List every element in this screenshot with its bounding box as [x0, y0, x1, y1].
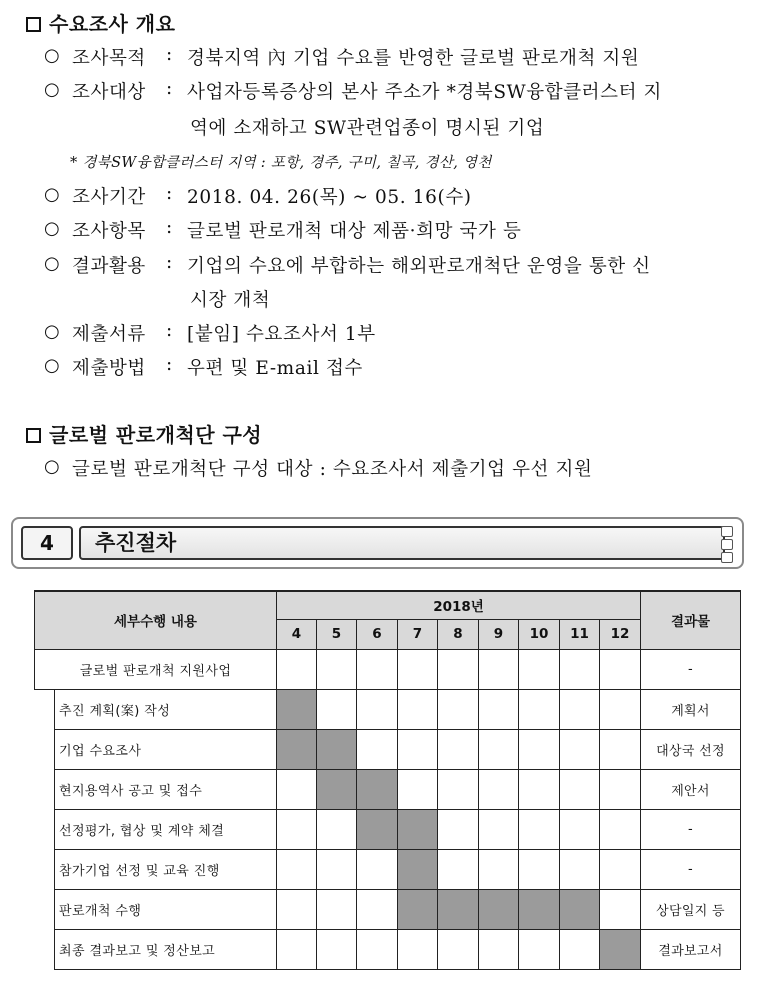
schedule-cell — [479, 729, 519, 769]
section-heading-team — [26, 419, 262, 448]
result-cell: 제안서 — [641, 769, 741, 809]
schedule-cell — [277, 809, 317, 849]
indent-cell — [35, 809, 55, 849]
task-cell: 추진 계획(案) 작성 — [55, 689, 277, 729]
item-text-continued: 시장 개척 — [190, 290, 271, 311]
section-title: 추진절차 — [79, 526, 725, 560]
item-separator: : — [166, 78, 173, 99]
schedule-cell — [600, 809, 641, 849]
schedule-cell — [317, 929, 357, 969]
indent-cell — [35, 689, 55, 729]
schedule-cell — [438, 649, 479, 689]
task-cell: 판로개척 수행 — [55, 889, 277, 929]
schedule-cell — [560, 649, 600, 689]
month-header: 8 — [438, 619, 479, 649]
item-label: 조사기간 — [72, 187, 146, 208]
schedule-cell — [600, 689, 641, 729]
table-row — [35, 809, 741, 849]
schedule-cell — [438, 809, 479, 849]
indent-cell — [35, 889, 55, 929]
schedule-bar — [479, 889, 519, 929]
checkbox-square-icon — [26, 17, 41, 32]
section-heading-survey — [26, 8, 175, 37]
bullet-icon: ○ — [44, 321, 60, 342]
item-label: 조사항목 — [72, 221, 146, 242]
item-text: 경북지역 內 기업 수요를 반영한 글로벌 판로개척 지원 — [187, 48, 640, 69]
schedule-bar — [277, 689, 317, 729]
indent-cell — [35, 729, 55, 769]
schedule-cell — [519, 729, 560, 769]
bullet-icon: ○ — [44, 45, 60, 66]
item-label: 제출방법 — [72, 358, 146, 379]
schedule-cell — [357, 649, 398, 689]
indent-cell — [35, 769, 55, 809]
schedule-cell — [277, 649, 317, 689]
bullet-icon: ○ — [44, 456, 60, 477]
schedule-bar — [600, 929, 641, 969]
task-cell: 최종 결과보고 및 정산보고 — [55, 929, 277, 969]
task-cell: 기업 수요조사 — [55, 729, 277, 769]
task-cell: 선정평가, 협상 및 계약 체결 — [55, 809, 277, 849]
schedule-bar — [277, 729, 317, 769]
item-separator: : — [166, 354, 173, 375]
schedule-cell — [277, 889, 317, 929]
schedule-cell — [398, 729, 438, 769]
schedule-cell — [277, 769, 317, 809]
schedule-table — [34, 590, 741, 970]
task-cell: 현지용역사 공고 및 접수 — [55, 769, 277, 809]
schedule-bar — [519, 889, 560, 929]
item-text: 사업자등록증상의 본사 주소가 *경북SW융합클러스터 지 — [187, 82, 663, 103]
footnote: * 경북SW융합클러스터 지역 : 포항, 경주, 구미, 칠곡, 경산, 영천 — [70, 155, 492, 171]
scroll-handle-icon — [720, 526, 734, 560]
schedule-cell — [600, 889, 641, 929]
month-header: 9 — [479, 619, 519, 649]
schedule-cell — [357, 849, 398, 889]
item-separator: : — [166, 44, 173, 65]
section-bar — [11, 517, 744, 569]
result-cell: 결과보고서 — [641, 929, 741, 969]
task-cell: 글로벌 판로개척 지원사업 — [35, 649, 277, 689]
task-cell: 참가기업 선정 및 교육 진행 — [55, 849, 277, 889]
result-cell: - — [641, 649, 741, 689]
result-cell: 상담일지 등 — [641, 889, 741, 929]
schedule-cell — [398, 929, 438, 969]
schedule-cell — [479, 809, 519, 849]
table-row — [35, 729, 741, 769]
schedule-cell — [479, 649, 519, 689]
schedule-cell — [317, 689, 357, 729]
schedule-bar — [398, 809, 438, 849]
month-header: 7 — [398, 619, 438, 649]
schedule-cell — [600, 729, 641, 769]
schedule-cell — [479, 849, 519, 889]
checkbox-square-icon — [26, 428, 41, 443]
schedule-cell — [519, 689, 560, 729]
schedule-bar — [398, 849, 438, 889]
schedule-cell — [600, 849, 641, 889]
table-row — [35, 849, 741, 889]
schedule-cell — [519, 649, 560, 689]
indent-cell — [35, 849, 55, 889]
schedule-cell — [479, 769, 519, 809]
table-row — [35, 889, 741, 929]
table-row — [35, 689, 741, 729]
schedule-cell — [357, 729, 398, 769]
schedule-cell — [560, 729, 600, 769]
schedule-cell — [357, 689, 398, 729]
schedule-cell — [560, 929, 600, 969]
schedule-cell — [357, 929, 398, 969]
item-text: 기업의 수요에 부합하는 해외판로개척단 운영을 통한 신 — [187, 256, 651, 277]
schedule-cell — [317, 809, 357, 849]
schedule-bar — [317, 729, 357, 769]
result-cell: 계획서 — [641, 689, 741, 729]
item-separator: : — [166, 217, 173, 238]
item-text: 우편 및 E-mail 접수 — [187, 358, 363, 379]
result-cell: - — [641, 809, 741, 849]
schedule-cell — [560, 689, 600, 729]
schedule-cell — [479, 689, 519, 729]
schedule-cell — [519, 849, 560, 889]
item-separator: : — [166, 252, 173, 273]
schedule-cell — [600, 769, 641, 809]
team-item: 글로벌 판로개척단 구성 대상 : 수요조사서 제출기업 우선 지원 — [72, 459, 593, 480]
month-header: 11 — [560, 619, 600, 649]
item-text: 글로벌 판로개척 대상 제품·희망 국가 등 — [187, 221, 522, 242]
month-header: 4 — [277, 619, 317, 649]
item-text-continued: 역에 소재하고 SW관련업종이 명시된 기업 — [190, 118, 545, 139]
schedule-cell — [600, 649, 641, 689]
item-text: 2018. 04. 26(목) ~ 05. 16(수) — [187, 187, 472, 208]
item-label: 제출서류 — [72, 324, 146, 345]
item-separator: : — [166, 320, 173, 341]
month-header: 12 — [600, 619, 641, 649]
schedule-cell — [560, 849, 600, 889]
schedule-cell — [519, 769, 560, 809]
schedule-cell — [398, 689, 438, 729]
schedule-cell — [438, 689, 479, 729]
item-label: 조사목적 — [72, 48, 146, 69]
section-heading-text: 글로벌 판로개척단 구성 — [49, 423, 263, 447]
table-row — [35, 769, 741, 809]
schedule-cell — [317, 889, 357, 929]
item-label: 조사대상 — [72, 82, 146, 103]
schedule-cell — [438, 849, 479, 889]
schedule-cell — [357, 889, 398, 929]
bullet-icon: ○ — [44, 184, 60, 205]
schedule-cell — [277, 929, 317, 969]
bullet-icon: ○ — [44, 218, 60, 239]
bullet-icon: ○ — [44, 253, 60, 274]
indent-cell — [35, 929, 55, 969]
header-task: 세부수행 내용 — [35, 591, 277, 649]
schedule-bar — [560, 889, 600, 929]
schedule-cell — [398, 649, 438, 689]
schedule-cell — [438, 729, 479, 769]
section-heading-text: 수요조사 개요 — [49, 12, 176, 36]
schedule-cell — [438, 929, 479, 969]
month-header: 5 — [317, 619, 357, 649]
schedule-cell — [560, 809, 600, 849]
schedule-cell — [519, 809, 560, 849]
schedule-cell — [479, 929, 519, 969]
schedule-cell — [560, 769, 600, 809]
table-row — [35, 649, 741, 689]
result-cell: 대상국 선정 — [641, 729, 741, 769]
month-header: 6 — [357, 619, 398, 649]
schedule-bar — [357, 809, 398, 849]
month-header: 10 — [519, 619, 560, 649]
schedule-cell — [277, 849, 317, 889]
schedule-bar — [438, 889, 479, 929]
section-number: 4 — [21, 526, 73, 560]
bullet-icon: ○ — [44, 79, 60, 100]
result-cell: - — [641, 849, 741, 889]
schedule-bar — [317, 769, 357, 809]
table-row — [35, 929, 741, 969]
item-label: 결과활용 — [72, 256, 146, 277]
header-result: 결과물 — [641, 591, 741, 649]
schedule-bar — [398, 889, 438, 929]
header-year: 2018년 — [277, 591, 641, 619]
bullet-icon: ○ — [44, 355, 60, 376]
schedule-cell — [398, 769, 438, 809]
schedule-cell — [438, 769, 479, 809]
item-text: [붙임] 수요조사서 1부 — [187, 324, 376, 345]
schedule-cell — [519, 929, 560, 969]
item-separator: : — [166, 183, 173, 204]
schedule-cell — [317, 849, 357, 889]
schedule-cell — [317, 649, 357, 689]
schedule-bar — [357, 769, 398, 809]
